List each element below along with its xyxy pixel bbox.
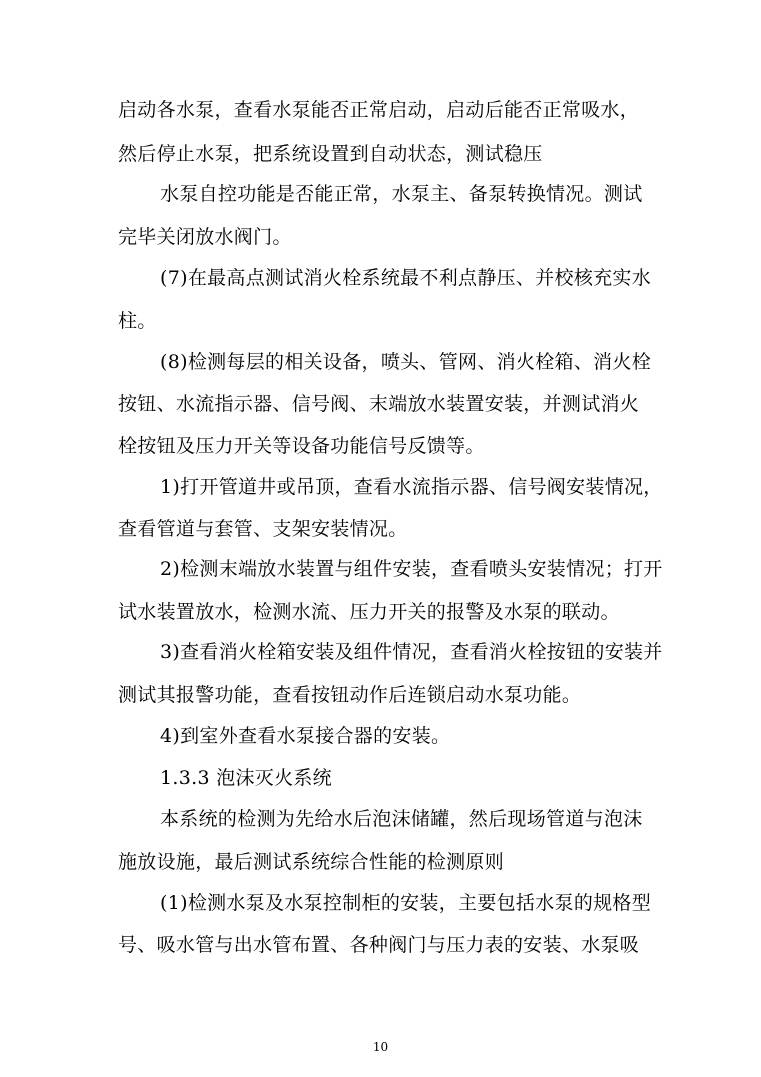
text-line-18: 本系统的检测为先给水后泡沫储罐，然后现场管道与泡沫 — [160, 808, 643, 830]
text-line-20: (1)检测水泵及水泵控制柜的安装，主要包括水泵的规格型 — [160, 892, 652, 914]
text-line-5: (7)在最高点测试消火栓系统最不利点静压、并校核充实水 — [160, 267, 652, 289]
text-line-7: (8)检测每层的相关设备，喷头、管网、消火栓箱、消火栓 — [160, 351, 652, 373]
text-line-21: 号、吸水管与出水管布置、各种阀门与压力表的安装、水泵吸 — [118, 934, 640, 956]
text-line-13: 试水装置放水，检测水流、压力开关的报警及水泵的联动。 — [118, 601, 620, 623]
text-line-1: 启动各水泵，查看水泵能否正常启动，启动后能否正常吸水， — [118, 99, 640, 121]
text-line-4: 完毕关闭放水阀门。 — [118, 226, 292, 248]
text-line-12: 2)检测末端放水装置与组件安装，查看喷头安装情况；打开 — [160, 558, 663, 580]
text-line-16: 4)到室外查看水泵接合器的安装。 — [160, 725, 451, 747]
text-line-3: 水泵自控功能是否能正常，水泵主、备泵转换情况。测试 — [160, 183, 643, 205]
text-line-15: 测试其报警功能，查看按钮动作后连锁启动水泵功能。 — [118, 684, 582, 706]
text-line-19: 施放设施，最后测试系统综合性能的检测原则 — [118, 851, 505, 873]
text-line-2: 然后停止水泵，把系统设置到自动状态，测试稳压 — [118, 143, 543, 165]
section-heading: 1.3.3 泡沫灭火系统 — [160, 767, 332, 789]
text-line-14: 3)查看消火栓箱安装及组件情况，查看消火栓按钮的安装并 — [160, 641, 663, 663]
text-line-8: 按钮、水流指示器、信号阀、末端放水装置安装，并测试消火 — [118, 393, 640, 415]
page-number: 10 — [372, 1040, 389, 1054]
text-line-11: 查看管道与套管、支架安装情况。 — [118, 518, 408, 540]
text-line-9: 栓按钮及压力开关等设备功能信号反馈等。 — [118, 435, 485, 457]
text-line-6: 柱。 — [118, 310, 157, 332]
text-line-10: 1)打开管道井或吊顶，查看水流指示器、信号阀安装情况， — [160, 476, 663, 498]
